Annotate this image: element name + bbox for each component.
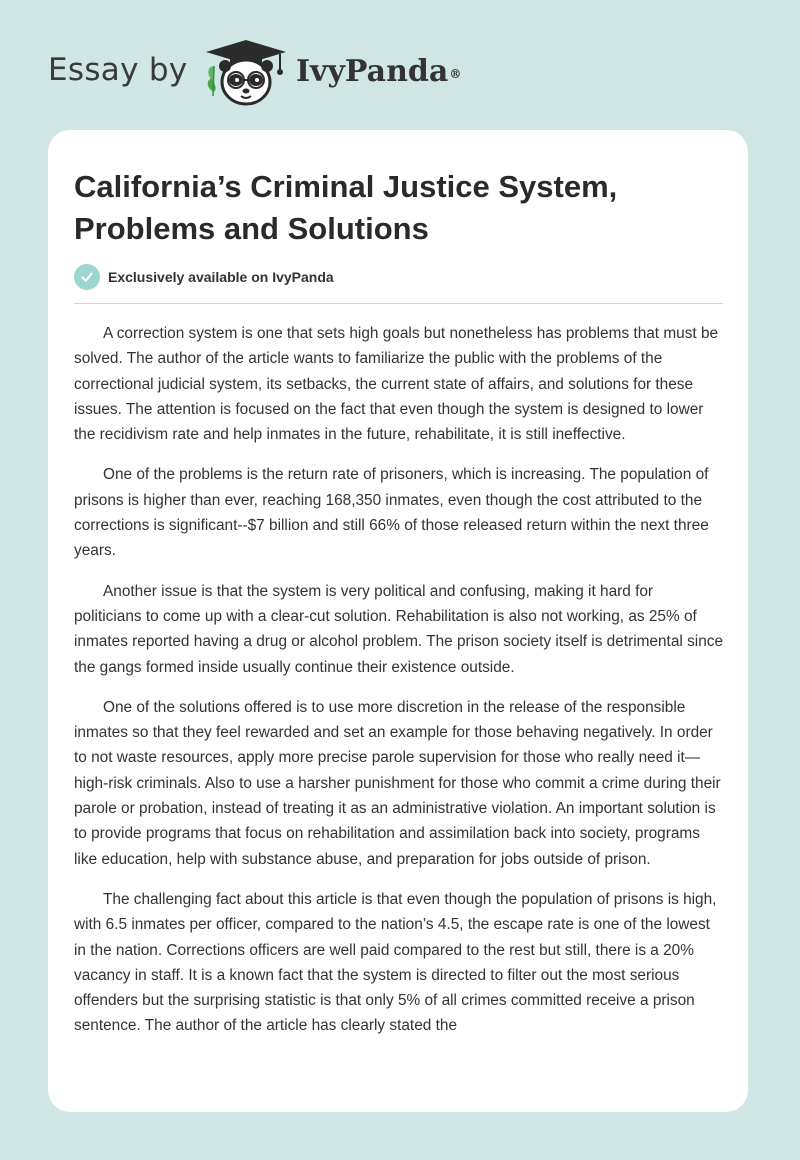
exclusive-badge-label: Exclusively available on IvyPanda — [108, 269, 334, 285]
site-header — [0, 0, 800, 130]
registered-mark: ® — [449, 67, 462, 81]
essay-by-label: Essay by — [48, 52, 188, 88]
essay-body — [74, 321, 724, 1054]
exclusive-badge — [74, 264, 334, 290]
essay-title: California’s Criminal Justice System, Problems and Solutions — [74, 169, 618, 246]
paragraph: Another issue is that the system is very political and confusing, making it hard for politicians to come up with a clear-cut solution. Rehabilitation is also not working, as 25% of inmates reported having a drug or alcohol problem. The prison society itself is detrimental since the gangs formed inside usually continue their existence outside. — [74, 582, 724, 676]
brand-wordmark[interactable] — [296, 52, 461, 92]
panda-logo-icon[interactable] — [200, 36, 292, 108]
paragraph: The challenging fact about this article is that even though the population of prisons is high, with 6.5 inmates per officer, compared to the nation’s 4.5, the escape rate is one of the lowest in the nation. Corrections officers are well paid compared to the rest but still, there is a 20% vacancy in staff. It is a known fact that the system is directed to filter out the most serious offenders but the surprising statistic is that only 5% of all crimes committed receive a prison sentence. The author of the article has clearly stated the — [74, 890, 717, 1035]
check-circle-icon — [74, 264, 100, 290]
brand-name: IvyPanda — [296, 54, 449, 89]
paragraph: A correction system is one that sets high goals but nonetheless has problems that must be solved. The author of the article wants to familiarize the public with the problems of the correctional judicial system, its setbacks, the current state of affairs, and solutions for these issues. The attention is focused on the fact that even though the system is designed to lower the recidivism rate and help inmates in the future, rehabilitate, it is still ineffective. — [74, 325, 719, 444]
divider — [74, 303, 723, 304]
paragraph: One of the problems is the return rate of prisoners, which is increasing. The population of prisons is higher than ever, reaching 168,350 inmates, even though the cost attributed to the corrections is significant--$7 billion and still 66% of those released return within the next three years. — [74, 466, 709, 560]
paragraph: One of the solutions offered is to use more discretion in the release of the responsible inmates so that they feel rewarded and set an example for those behaving negatively. In order to not waste resources, apply more precise parole supervision for those who really need it—high-risk criminals. Also to use a harsher punishment for those who commit a crime during their parole or probation, instead of treating it as an administrative violation. An important solution is to provide programs that focus on rehabilitation and assimilation back into society, programs like education, help with substance abuse, and preparation for jobs outside of prison. — [74, 698, 721, 868]
essay-card — [48, 130, 748, 1112]
